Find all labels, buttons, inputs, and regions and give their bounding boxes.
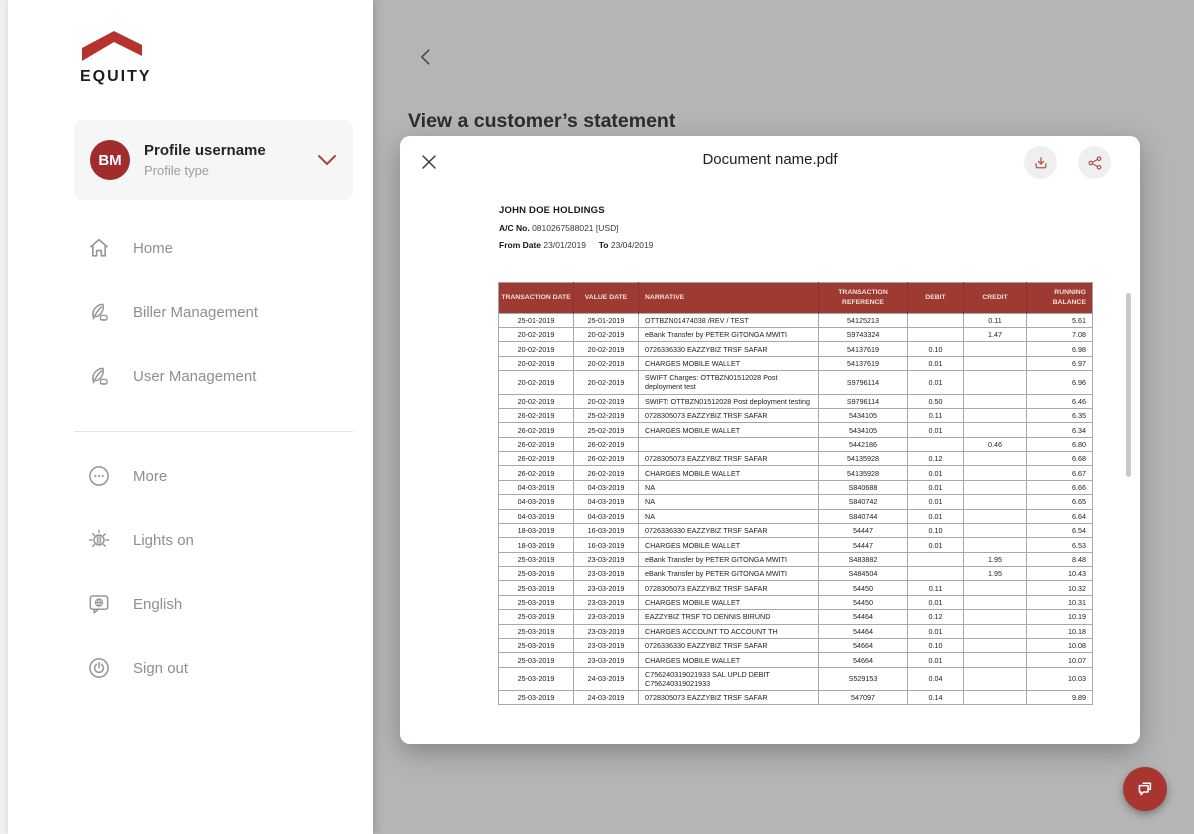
table-cell: 04-03-2019 xyxy=(499,509,574,523)
table-cell: 20-02-2019 xyxy=(499,328,574,342)
table-cell: CHARGES ACCOUNT TO ACCOUNT TH xyxy=(639,624,819,638)
user-management-icon xyxy=(86,363,112,389)
column-header: DEBIT xyxy=(908,283,964,314)
table-cell: 20-02-2019 xyxy=(574,394,639,408)
table-cell: 25-03-2019 xyxy=(499,667,574,690)
table-cell: 0.01 xyxy=(908,495,964,509)
table-cell: 6.80 xyxy=(1027,437,1093,451)
table-row xyxy=(499,495,1093,509)
table-row xyxy=(499,423,1093,437)
table-cell: 0728305073 EAZZYBIZ TRSF SAFAR xyxy=(639,581,819,595)
table-cell: 54450 xyxy=(819,595,908,609)
sidebar-item-label: Biller Management xyxy=(133,303,259,321)
table-cell: 0.01 xyxy=(908,423,964,437)
table-row xyxy=(499,452,1093,466)
table-cell: S840688 xyxy=(819,480,908,494)
table-cell: 23-03-2019 xyxy=(574,638,639,652)
table-cell: 23-03-2019 xyxy=(574,595,639,609)
home-icon xyxy=(86,235,112,261)
column-header: VALUE DATE xyxy=(574,283,639,314)
sidebar-divider xyxy=(74,431,353,432)
table-cell: 0.01 xyxy=(908,480,964,494)
table-cell: 6.65 xyxy=(1027,495,1093,509)
table-cell: 20-02-2019 xyxy=(574,356,639,370)
table-cell: 54135928 xyxy=(819,452,908,466)
table-cell xyxy=(964,523,1027,537)
table-cell: 25-03-2019 xyxy=(499,638,574,652)
table-cell: 6.66 xyxy=(1027,480,1093,494)
table-cell: 20-02-2019 xyxy=(499,371,574,394)
table-cell: 54125213 xyxy=(819,313,908,327)
table-cell: 10.31 xyxy=(1027,595,1093,609)
table-cell: 0.11 xyxy=(964,313,1027,327)
table-cell: 6.96 xyxy=(1027,371,1093,394)
modal-scrollbar[interactable] xyxy=(1126,293,1131,477)
table-cell xyxy=(639,437,819,451)
table-row xyxy=(499,480,1093,494)
table-cell xyxy=(964,356,1027,370)
table-cell xyxy=(964,342,1027,356)
to-date-value: 23/04/2019 xyxy=(610,240,654,250)
table-cell: eBank Transfer by PETER GITONGA MWITI xyxy=(639,328,819,342)
table-cell: 10.19 xyxy=(1027,610,1093,624)
table-cell: 0.01 xyxy=(908,466,964,480)
table-cell: 0.12 xyxy=(908,610,964,624)
table-cell xyxy=(964,408,1027,422)
table-cell: 24-03-2019 xyxy=(574,667,639,690)
table-cell: 04-03-2019 xyxy=(499,495,574,509)
table-cell: 0.11 xyxy=(908,581,964,595)
table-cell: 04-03-2019 xyxy=(574,509,639,523)
table-row xyxy=(499,313,1093,327)
table-cell: 20-02-2019 xyxy=(574,342,639,356)
table-cell: 10.08 xyxy=(1027,638,1093,652)
sidebar-item-sign-out[interactable] xyxy=(86,654,188,682)
table-cell: 10.32 xyxy=(1027,581,1093,595)
table-cell: 5434105 xyxy=(819,423,908,437)
table-row xyxy=(499,466,1093,480)
table-row xyxy=(499,408,1093,422)
table-cell: 1.95 xyxy=(964,567,1027,581)
sidebar-item-label: More xyxy=(133,467,168,485)
table-cell: C756240319021933 SAL UPLD DEBIT C756240319021933 xyxy=(639,667,819,690)
table-cell: OTTBZN01474038 /REV / TEST xyxy=(639,313,819,327)
table-cell: 20-02-2019 xyxy=(499,342,574,356)
table-row xyxy=(499,328,1093,342)
column-header: TRANSACTION REFERENCE xyxy=(819,283,908,314)
table-cell: 0.01 xyxy=(908,538,964,552)
table-row xyxy=(499,567,1093,581)
table-cell xyxy=(964,495,1027,509)
table-cell: 26-02-2019 xyxy=(499,423,574,437)
table-cell: 54464 xyxy=(819,624,908,638)
column-header: RUNNING BALANCE xyxy=(1027,283,1093,314)
table-cell: 54464 xyxy=(819,610,908,624)
statement-date-range xyxy=(499,240,653,250)
table-cell: S9743324 xyxy=(819,328,908,342)
table-cell: 1.47 xyxy=(964,328,1027,342)
table-cell xyxy=(908,437,964,451)
profile-text xyxy=(144,142,317,178)
table-cell: 04-03-2019 xyxy=(499,480,574,494)
table-row xyxy=(499,371,1093,394)
table-cell: 0.04 xyxy=(908,667,964,690)
table-cell: 0.01 xyxy=(908,653,964,667)
table-cell: 0.01 xyxy=(908,371,964,394)
table-cell: 23-03-2019 xyxy=(574,567,639,581)
page-left-strip xyxy=(0,0,8,834)
avatar-initials: BM xyxy=(98,151,122,169)
table-cell: 04-03-2019 xyxy=(574,480,639,494)
from-date-value: 23/01/2019 xyxy=(543,240,586,250)
table-cell: 54664 xyxy=(819,638,908,652)
table-cell: 10.43 xyxy=(1027,567,1093,581)
table-cell: S840744 xyxy=(819,509,908,523)
table-cell: 24-03-2019 xyxy=(574,691,639,705)
modal-actions xyxy=(1024,146,1111,179)
table-cell: 25-03-2019 xyxy=(499,581,574,595)
table-cell: 26-02-2019 xyxy=(499,408,574,422)
table-cell: 0.01 xyxy=(908,624,964,638)
table-cell: 0.46 xyxy=(964,437,1027,451)
table-cell: 8.48 xyxy=(1027,552,1093,566)
account-number-label: A/C No. xyxy=(499,223,530,233)
table-row xyxy=(499,581,1093,595)
table-cell: 04-03-2019 xyxy=(574,495,639,509)
table-cell: 23-03-2019 xyxy=(574,624,639,638)
equity-roof-icon xyxy=(80,31,144,62)
table-row xyxy=(499,653,1093,667)
table-row xyxy=(499,552,1093,566)
table-cell: 26-02-2019 xyxy=(499,466,574,480)
biller-management-icon xyxy=(86,299,112,325)
table-cell xyxy=(964,452,1027,466)
table-cell: CHARGES MOBILE WALLET xyxy=(639,595,819,609)
table-cell: CHARGES MOBILE WALLET xyxy=(639,356,819,370)
table-cell: 0726336330 EAZZYBIZ TRSF SAFAR xyxy=(639,342,819,356)
table-cell: 0726336330 EAZZYBIZ TRSF SAFAR xyxy=(639,638,819,652)
table-cell: 0.12 xyxy=(908,452,964,466)
table-cell: 18-03-2019 xyxy=(499,523,574,537)
avatar xyxy=(90,140,130,180)
table-row xyxy=(499,523,1093,537)
table-cell: SWIFT: OTTBZN01512028 Post deployment testing xyxy=(639,394,819,408)
to-date-label: To xyxy=(598,240,609,250)
equity-logo xyxy=(80,31,150,86)
table-cell xyxy=(964,581,1027,595)
table-cell xyxy=(964,509,1027,523)
table-cell: 6.54 xyxy=(1027,523,1093,537)
table-cell xyxy=(964,371,1027,394)
table-cell xyxy=(908,552,964,566)
table-cell: 5434105 xyxy=(819,408,908,422)
table-cell xyxy=(964,653,1027,667)
table-cell: 0728305073 EAZZYBIZ TRSF SAFAR xyxy=(639,691,819,705)
sign-out-icon xyxy=(86,655,112,681)
sidebar-item-language[interactable] xyxy=(86,590,182,618)
table-cell: 25-03-2019 xyxy=(499,552,574,566)
table-cell: SWIFT Charges: OTTBZN01512028 Post deployment test xyxy=(639,371,819,394)
table-cell: 26-02-2019 xyxy=(574,466,639,480)
table-row xyxy=(499,610,1093,624)
statement-table-body xyxy=(499,313,1093,705)
account-number-value: 0810267588021 [USD] xyxy=(532,223,619,233)
table-cell xyxy=(964,423,1027,437)
column-header: TRANSACTION DATE xyxy=(499,283,574,314)
table-cell: 6.97 xyxy=(1027,356,1093,370)
table-cell: 23-03-2019 xyxy=(574,653,639,667)
table-cell: 26-02-2019 xyxy=(499,437,574,451)
table-cell: CHARGES MOBILE WALLET xyxy=(639,466,819,480)
table-cell: 6.46 xyxy=(1027,394,1093,408)
table-cell: 25-01-2019 xyxy=(499,313,574,327)
table-cell: 20-02-2019 xyxy=(499,394,574,408)
profile-type: Profile type xyxy=(144,163,210,178)
table-cell: S484504 xyxy=(819,567,908,581)
table-cell: EAZZYBIZ TRSF TO DENNIS BIRUND xyxy=(639,610,819,624)
chat-fab-button[interactable] xyxy=(1123,767,1167,811)
table-cell: 6.68 xyxy=(1027,452,1093,466)
chat-icon xyxy=(1133,777,1157,801)
table-cell: 54135928 xyxy=(819,466,908,480)
back-button[interactable] xyxy=(415,46,437,68)
table-cell xyxy=(964,595,1027,609)
sidebar-item-label: Sign out xyxy=(133,659,189,677)
from-date-label: From Date xyxy=(499,240,542,250)
table-cell: 0.10 xyxy=(908,638,964,652)
table-cell: 5.61 xyxy=(1027,313,1093,327)
table-cell: 25-03-2019 xyxy=(499,624,574,638)
column-header: CREDIT xyxy=(964,283,1027,314)
table-cell xyxy=(964,538,1027,552)
share-button[interactable] xyxy=(1078,146,1111,179)
table-cell: 0.01 xyxy=(908,356,964,370)
table-cell: 0.01 xyxy=(908,509,964,523)
table-cell: 0.11 xyxy=(908,408,964,422)
statement-account-number xyxy=(499,223,619,233)
table-row xyxy=(499,624,1093,638)
table-cell: S9796114 xyxy=(819,394,908,408)
table-cell: 6.67 xyxy=(1027,466,1093,480)
table-row xyxy=(499,509,1093,523)
document-modal xyxy=(400,136,1140,744)
table-row xyxy=(499,394,1093,408)
profile-card[interactable] xyxy=(74,120,353,200)
table-cell: 20-02-2019 xyxy=(574,328,639,342)
brand-name: EQUITY xyxy=(80,68,152,85)
table-cell xyxy=(964,610,1027,624)
table-cell xyxy=(964,466,1027,480)
table-cell: 23-03-2019 xyxy=(574,581,639,595)
download-button[interactable] xyxy=(1024,146,1057,179)
table-cell: 0.10 xyxy=(908,523,964,537)
sidebar-item-label: User Management xyxy=(133,367,257,385)
table-cell: S9796114 xyxy=(819,371,908,394)
table-cell: 54664 xyxy=(819,653,908,667)
language-icon xyxy=(86,591,112,617)
table-cell xyxy=(908,313,964,327)
table-cell: S840742 xyxy=(819,495,908,509)
share-icon xyxy=(1086,154,1104,172)
table-cell: 25-03-2019 xyxy=(499,691,574,705)
table-cell: 25-03-2019 xyxy=(499,653,574,667)
table-cell xyxy=(964,480,1027,494)
chevron-left-icon xyxy=(415,46,437,68)
chevron-down-icon[interactable] xyxy=(317,154,337,167)
table-cell: 10.03 xyxy=(1027,667,1093,690)
table-cell xyxy=(964,624,1027,638)
table-cell xyxy=(908,328,964,342)
table-cell: 5442186 xyxy=(819,437,908,451)
table-cell: eBank Transfer by PETER GITONGA MWITI xyxy=(639,567,819,581)
sidebar-item-label: Home xyxy=(133,239,174,257)
table-cell: 0728305073 EAZZYBIZ TRSF SAFAR xyxy=(639,452,819,466)
table-row xyxy=(499,356,1093,370)
sidebar-item-label: Lights on xyxy=(133,531,194,549)
table-cell: 0728305073 EAZZYBIZ TRSF SAFAR xyxy=(639,408,819,422)
table-cell: 54447 xyxy=(819,523,908,537)
table-cell xyxy=(964,691,1027,705)
table-row xyxy=(499,538,1093,552)
sidebar-item-label: English xyxy=(133,595,183,613)
table-cell: 6.53 xyxy=(1027,538,1093,552)
table-cell: 16-03-2019 xyxy=(574,523,639,537)
sidebar-item-home[interactable] xyxy=(86,234,173,262)
table-cell xyxy=(908,567,964,581)
table-cell: S483882 xyxy=(819,552,908,566)
table-cell: 25-03-2019 xyxy=(499,595,574,609)
page-title: View a customer’s statement xyxy=(408,110,676,132)
profile-username: Profile username xyxy=(144,142,266,159)
table-row xyxy=(499,667,1093,690)
sidebar-item-lights-toggle[interactable] xyxy=(86,526,194,554)
table-cell: 0.50 xyxy=(908,394,964,408)
table-cell: 6.64 xyxy=(1027,509,1093,523)
table-cell: eBank Transfer by PETER GITONGA MWITI xyxy=(639,552,819,566)
sidebar-item-user-management[interactable] xyxy=(86,362,256,390)
table-cell: 6.35 xyxy=(1027,408,1093,422)
table-cell: 54450 xyxy=(819,581,908,595)
table-cell: 54447 xyxy=(819,538,908,552)
table-cell: 54137619 xyxy=(819,356,908,370)
more-icon xyxy=(86,463,112,489)
table-cell: S529153 xyxy=(819,667,908,690)
table-cell: 0.10 xyxy=(908,342,964,356)
table-cell: 26-02-2019 xyxy=(499,452,574,466)
table-cell: 6.34 xyxy=(1027,423,1093,437)
table-cell: CHARGES MOBILE WALLET xyxy=(639,538,819,552)
table-cell: 9.89 xyxy=(1027,691,1093,705)
statement-table xyxy=(498,282,1093,705)
table-cell: 25-02-2019 xyxy=(574,423,639,437)
table-cell: 0726336330 EAZZYBIZ TRSF SAFAR xyxy=(639,523,819,537)
main-area xyxy=(373,0,1194,834)
download-icon xyxy=(1032,154,1050,172)
sidebar xyxy=(8,0,373,834)
statement-table-head xyxy=(499,283,1093,314)
table-cell: NA xyxy=(639,495,819,509)
table-cell: 0.14 xyxy=(908,691,964,705)
table-cell: 10.18 xyxy=(1027,624,1093,638)
table-cell: 26-02-2019 xyxy=(574,437,639,451)
sidebar-item-more[interactable] xyxy=(86,462,167,490)
table-cell: 6.98 xyxy=(1027,342,1093,356)
table-cell: 23-03-2019 xyxy=(574,610,639,624)
table-cell: 18-03-2019 xyxy=(499,538,574,552)
table-cell: 0.01 xyxy=(908,595,964,609)
table-cell: 547097 xyxy=(819,691,908,705)
table-row xyxy=(499,595,1093,609)
table-cell: NA xyxy=(639,509,819,523)
document-title: Document name.pdf xyxy=(702,151,838,168)
table-cell: 54137619 xyxy=(819,342,908,356)
table-cell: NA xyxy=(639,480,819,494)
statement-account-name: JOHN DOE HOLDINGS xyxy=(499,205,605,216)
table-cell: 25-03-2019 xyxy=(499,567,574,581)
table-cell: 16-03-2019 xyxy=(574,538,639,552)
table-row xyxy=(499,342,1093,356)
column-header: NARRATIVE xyxy=(639,283,819,314)
table-cell: 7.08 xyxy=(1027,328,1093,342)
table-cell: 20-02-2019 xyxy=(499,356,574,370)
lights-icon xyxy=(86,527,112,553)
table-cell: CHARGES MOBILE WALLET xyxy=(639,653,819,667)
table-cell: 10.07 xyxy=(1027,653,1093,667)
table-header-row xyxy=(499,283,1093,314)
table-cell: 23-03-2019 xyxy=(574,552,639,566)
table-cell: CHARGES MOBILE WALLET xyxy=(639,423,819,437)
table-cell xyxy=(964,667,1027,690)
sidebar-item-biller-management[interactable] xyxy=(86,298,258,326)
table-row xyxy=(499,638,1093,652)
table-cell: 1.95 xyxy=(964,552,1027,566)
table-cell xyxy=(964,638,1027,652)
table-cell: 25-02-2019 xyxy=(574,408,639,422)
table-row xyxy=(499,437,1093,451)
table-row xyxy=(499,691,1093,705)
table-cell: 26-02-2019 xyxy=(574,452,639,466)
table-cell: 25-03-2019 xyxy=(499,610,574,624)
table-cell xyxy=(964,394,1027,408)
table-cell: 20-02-2019 xyxy=(574,371,639,394)
table-cell: 25-01-2019 xyxy=(574,313,639,327)
